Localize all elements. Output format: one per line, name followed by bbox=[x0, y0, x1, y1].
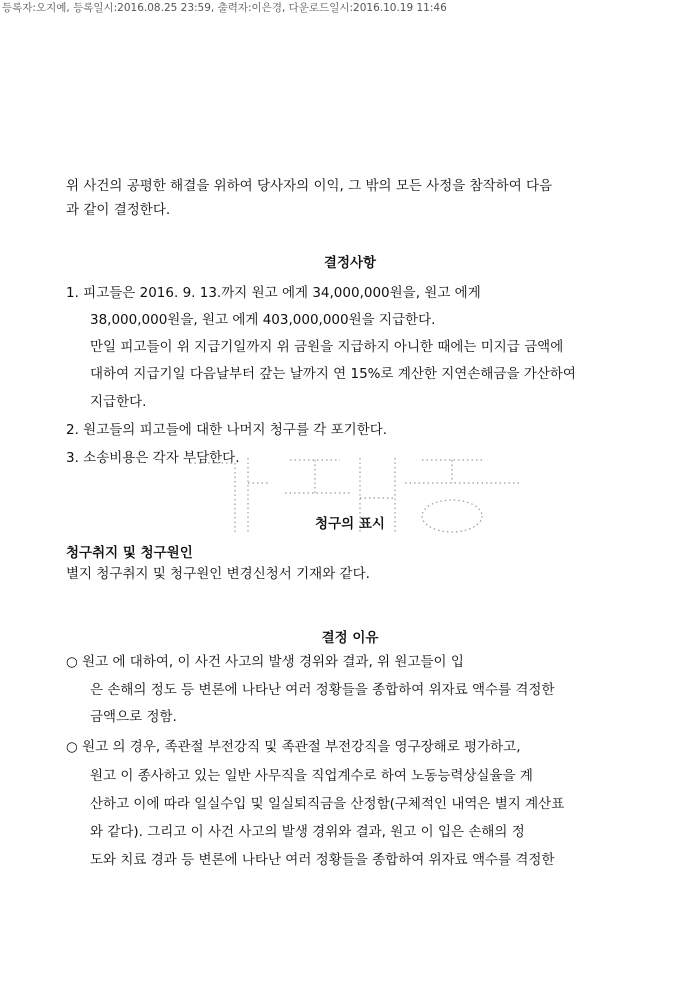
claim-title: 청구의 표시 bbox=[315, 516, 385, 532]
decision-item-3: 3. 소송비용은 각자 부담한다. bbox=[66, 450, 240, 466]
reason-2-line-4: 와 같다). 그리고 이 사건 사고의 발생 경위와 결과, 원고 이 입은 손해의 정 bbox=[90, 824, 525, 840]
decision-item-1-line-3: 만일 피고들이 위 지급기일까지 위 금원을 지급하지 아니한 때에는 미지급 금액에 bbox=[90, 339, 564, 355]
intro-line-1: 위 사건의 공평한 해결을 위하여 당사자의 이익, 그 밖의 모든 사정을 참작하여 다음 bbox=[66, 178, 553, 194]
claim-subtitle: 청구취지 및 청구원인 bbox=[66, 545, 193, 561]
download-header: 등록자:오지예, 등록일시:2016.08.25 23:59, 출력자:이은경, 다운로드일시:2016.10.19 11:46 bbox=[2, 2, 447, 14]
decision-item-1-line-5: 지급한다. bbox=[90, 394, 147, 410]
reason-2-line-2: 원고 이 종사하고 있는 일반 사무직을 직업계수로 하여 노동능력상실율을 계 bbox=[90, 768, 533, 784]
reason-2-line-1: ○ 원고 의 경우, 족관절 부전강직 및 족관절 부전강직을 영구장해로 평가하고, bbox=[66, 739, 521, 755]
decision-title: 결정사항 bbox=[323, 255, 377, 271]
intro-line-2: 과 같이 결정한다. bbox=[66, 202, 171, 218]
decision-item-1-line-1: 1. 피고들은 2016. 9. 13.까지 원고 에게 34,000,000원을, 원고 에게 bbox=[66, 285, 481, 301]
reason-2-line-5: 도와 치료 경과 등 변론에 나타난 여러 정황들을 종합하여 위자료 액수를 격정한 bbox=[90, 852, 555, 868]
reason-1-line-2: 은 손해의 정도 등 변론에 나타난 여러 정황들을 종합하여 위자료 액수를 격정한 bbox=[90, 682, 555, 698]
reason-2-line-3: 산하고 이에 따라 일실수입 및 일실퇴직금을 산정함(구체적인 내역은 별지 계산표 bbox=[90, 796, 565, 812]
decision-item-1-line-4: 대하여 지급기일 다음날부터 갚는 날까지 연 15%로 계산한 지연손해금을 가산하여 bbox=[90, 366, 576, 382]
claim-text: 별지 청구취지 및 청구원인 변경신청서 기재와 같다. bbox=[66, 566, 370, 582]
reasons-title: 결정 이유 bbox=[321, 630, 379, 646]
reason-1-line-3: 금액으로 정함. bbox=[90, 709, 177, 725]
decision-item-1-line-2: 38,000,000원을, 원고 에게 403,000,000원을 지급한다. bbox=[90, 312, 436, 328]
decision-item-2: 2. 원고들의 피고들에 대한 나머지 청구를 각 포기한다. bbox=[66, 422, 388, 438]
reason-1-line-1: ○ 원고 에 대하여, 이 사건 사고의 발생 경위와 결과, 위 원고들이 입 bbox=[66, 654, 464, 670]
